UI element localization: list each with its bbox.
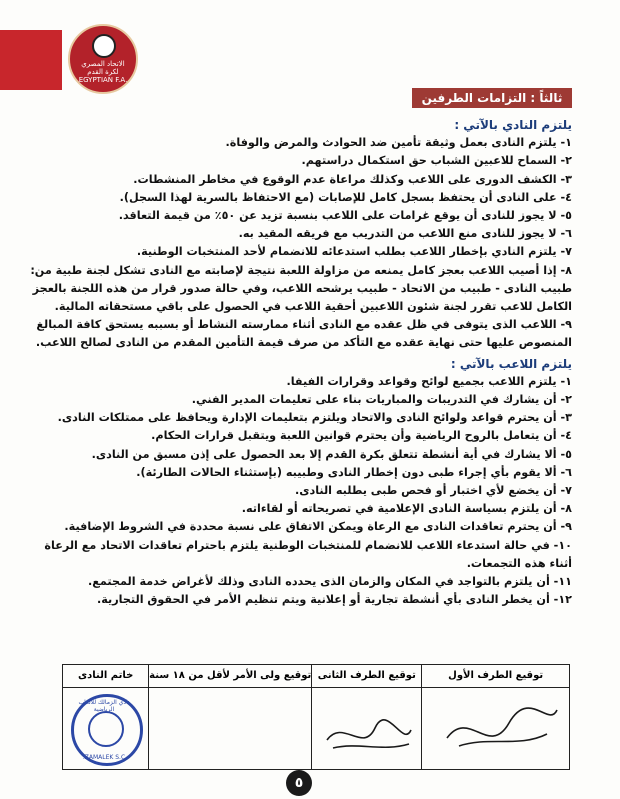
club-item-3: ٣- الكشف الدورى على اللاعب وكذلك مراعاة عدم الوقوع في مخاطر المنشطات. bbox=[133, 172, 572, 186]
player-item-3: ٣- أن يحترم قواعد ولوائح النادى والاتحاد ويلتزم بتعليمات الإدارة ويحافظ على ممتلكات النادى. bbox=[57, 411, 572, 425]
club-item-2: ٢- السماح للاعبين الشباب حق استكمال دراستهم. bbox=[301, 154, 572, 168]
player-heading: يلتزم اللاعب بالآتي : bbox=[450, 356, 572, 371]
player-item-11: ١١- أن يلتزم بالتواجد في المكان والزمان الذى يحدده النادى وذلك لأغراض خدمة المجتمع. bbox=[88, 575, 572, 589]
logo-subtext: EGYPTIAN F.A. bbox=[78, 76, 128, 84]
club-item-4: ٤- على النادى أن يحتفظ بسجل كامل للإصابات (مع الاحتفاظ بالسرية لهذا السجل). bbox=[119, 190, 572, 204]
signature-scribble-icon bbox=[313, 688, 421, 766]
player-item-1: ١- يلتزم اللاعب بجميع لوائح وقواعد وقرارات الفيفا. bbox=[286, 374, 572, 388]
player-item-9: ٩- أن يحترم تعاقدات النادى مع الرعاة ويمكن الاتفاق على نسبة محددة في الشروط الإضافية. bbox=[64, 520, 572, 534]
club-item-6: ٦- لا يجوز للنادى منع اللاعب من التدريب مع فريقه المقيد به. bbox=[238, 227, 572, 241]
second-party-column bbox=[311, 665, 421, 769]
player-item-5: ٥- ألا يشارك في أية أنشطة تتعلق بكرة القدم إلا بعد الحصول على إذن مسبق من النادى. bbox=[91, 447, 572, 461]
stamp-text-en: ZAMALEK S.C. bbox=[82, 754, 126, 761]
first-party-signature bbox=[422, 688, 569, 768]
player-item-8: ٨- أن يلتزم بسياسة النادى الإعلامية في تصريحاته أو لقاءاته. bbox=[241, 502, 572, 516]
obligations-content bbox=[30, 114, 572, 609]
club-item-5: ٥- لا يجوز للنادى أن يوقع غرامات على اللاعب بنسبة تزيد عن ٥٠٪ من قيمة التعاقد. bbox=[118, 209, 572, 223]
club-item-7: ٧- يلتزم النادي بإخطار اللاعب بطلب استدعائه للانضمام لأحد المنتخبات الوطنية. bbox=[136, 245, 572, 259]
club-item-1: ١- يلتزم النادى بعمل وثيقة تأمين ضد الحوادث والمرض والوفاة. bbox=[225, 136, 572, 150]
first-party-column bbox=[421, 665, 569, 769]
player-item-7: ٧- أن يخضع لأي اختبار أو فحص طبى يطلبه النادى. bbox=[294, 484, 572, 498]
signature-table bbox=[62, 664, 570, 770]
efa-logo bbox=[68, 24, 138, 94]
player-item-10: ١٠- في حالة استدعاء اللاعب للانضمام للمنتخبات الوطنية يلتزم باحترام تعاقدات الاتحاد مع الرعاة أثناء هذه التجمعات. bbox=[44, 538, 572, 570]
player-item-2: ٢- أن يشارك في التدريبات والمباريات بناء على تعليمات المدير الفني. bbox=[191, 393, 572, 407]
football-icon bbox=[92, 34, 116, 58]
second-party-label: توقيع الطرف الثانى bbox=[312, 665, 421, 688]
player-item-6: ٦- ألا يقوم بأي إجراء طبى دون إخطار النادى وطبيبه (بإستثناء الحالات الطارئة). bbox=[136, 465, 572, 479]
signature-scribble-icon bbox=[429, 688, 569, 766]
club-item-8: ٨- إذا أصيب اللاعب بعجز كامل يمنعه من مزاولة اللعبة نتيجة لإصابته مع النادى تشكل لجنة طبية من: طبيب النادى - طبيب من الاتحاد - طبيب يرشحه اللاعب، وفي حالة صدور قرار من هذه اللجنة بالعجز الكامل للاعب تقرر لجنة شئون اللاعبين أحقية اللاعب في الحصول على باقي مستحقاته المالية. bbox=[30, 263, 572, 314]
first-party-label: توقيع الطرف الأول bbox=[422, 665, 569, 688]
player-item-12: ١٢- أن يخطر النادى بأي أنشطة تجارية أو إعلانية ويتم تنظيم الأمر في الحقوق التجارية. bbox=[96, 593, 572, 607]
stamp-text: نادي الزمالك للألعاب الرياضية bbox=[78, 699, 130, 713]
club-stamp bbox=[71, 694, 143, 766]
club-stamp-label: خاتم النادى bbox=[63, 665, 148, 688]
club-stamp-column bbox=[63, 665, 148, 769]
section-title: ثالثاً : التزامات الطرفين bbox=[412, 88, 572, 108]
second-party-signature bbox=[312, 688, 421, 768]
header-red-banner bbox=[0, 30, 62, 90]
club-item-9: ٩- اللاعب الذى يتوفى في ظل عقده مع النادى أثناء ممارسته النشاط أو بسببه يستحق كافة المبالغ المنصوص عليها حتى نهاية عقده مع التأكد من صرف قيمة التأمين المقدم من النادى لصالح اللاعب. bbox=[35, 318, 572, 350]
page-number: ٥ bbox=[286, 770, 312, 796]
guardian-label: توقيع ولى الأمر لأقل من ١٨ سنة bbox=[149, 665, 311, 688]
club-heading: يلتزم النادي بالآتي : bbox=[454, 118, 572, 132]
logo-text: الاتحاد المصري لكرة القدم bbox=[81, 60, 125, 76]
player-item-4: ٤- أن يتعامل بالروح الرياضية وأن يحترم قوانين اللعبة ويتقبل قرارات الحكام. bbox=[151, 429, 572, 443]
guardian-column bbox=[148, 665, 311, 769]
stamp-inner-ring bbox=[88, 711, 124, 747]
